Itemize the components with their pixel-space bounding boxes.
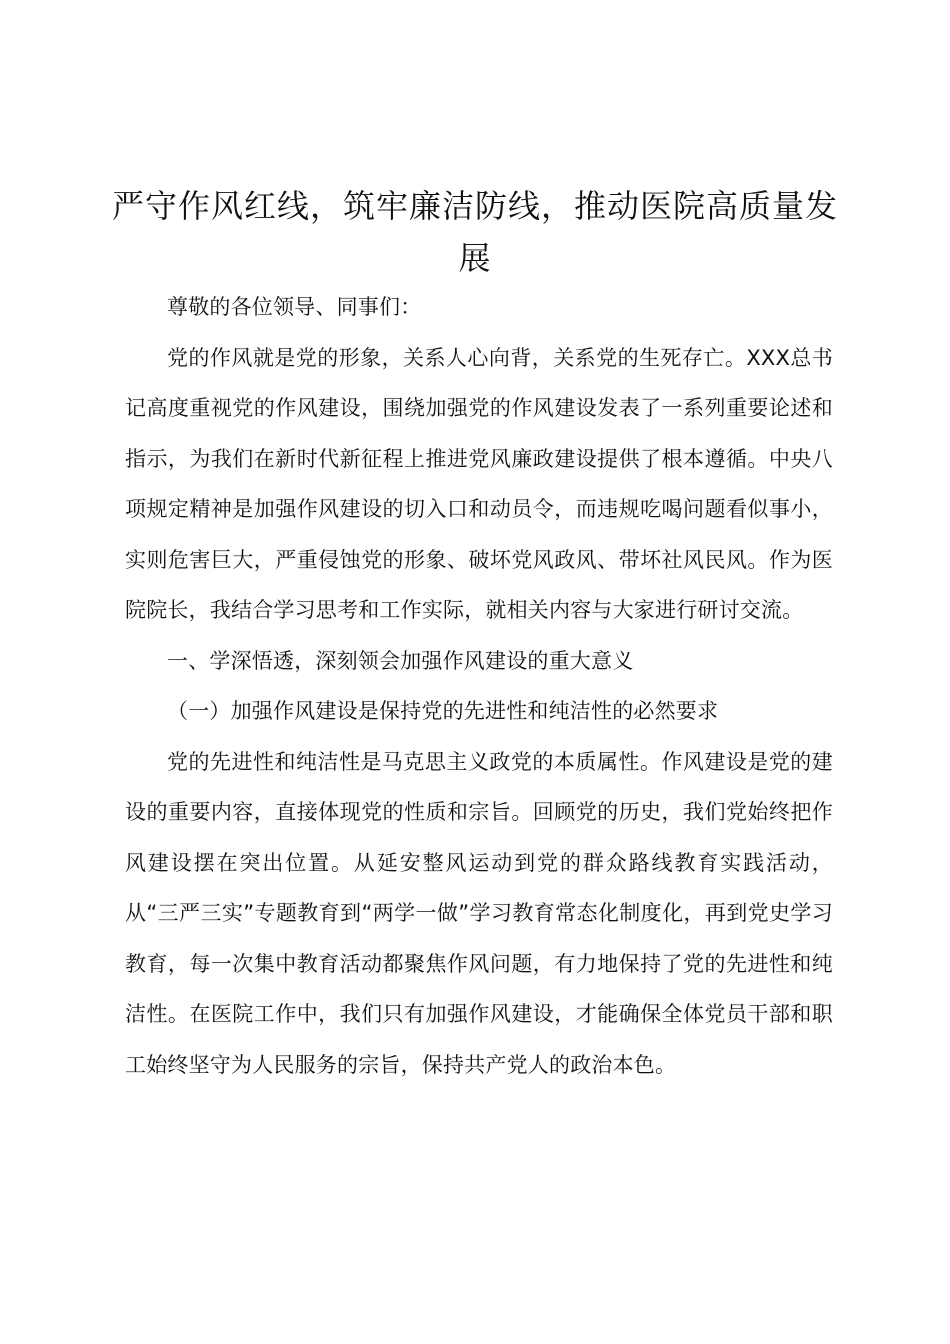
section-heading: 一、学深悟透，深刻领会加强作风建设的重大意义 bbox=[167, 648, 634, 673]
document-body bbox=[125, 282, 833, 1090]
subsection-heading: （一）加强作风建设是保持党的先进性和纯洁性的必然要求 bbox=[167, 699, 719, 723]
paragraph: 党的先进性和纯洁性是马克思主义政党的本质属性。作风建设是党的建设的重要内容，直接体现党的性质和宗旨。回顾党的历史，我们党始终把作风建设摆在突出位置。从延安整风运动到党的群众路线教育实践活动，从“三严三实”专题教育到“两学一做”学习教育常态化制度化，再到党史学习教育，每一次集中教育活动都聚焦作风问题，有力地保持了党的先进性和纯洁性。在医院工作中，我们只有加强作风建设，才能确保全体党员干部和职工始终坚守为人民服务的宗旨，保持共产党人的政治本色。 bbox=[125, 749, 833, 1077]
document-title: 严守作风红线，筑牢廉洁防线，推动医院高质量发展 bbox=[111, 187, 838, 277]
salutation: 尊敬的各位领导、同事们： bbox=[167, 295, 422, 319]
paragraph: 党的作风就是党的形象，关系人心向背，关系党的生死存亡。XXX总书记高度重视党的作风建设，围绕加强党的作风建设发表了一系列重要论述和指示，为我们在新时代新征程上推进党风廉政建设提供了根本遵循。中央八项规定精神是加强作风建设的切入口和动员令，而违规吃喝问题看似事小，实则危害巨大，严重侵蚀党的形象、破坏党风政风、带坏社风民风。作为医院院长，我结合学习思考和工作实际，就相关内容与大家进行研讨交流。 bbox=[125, 345, 833, 622]
